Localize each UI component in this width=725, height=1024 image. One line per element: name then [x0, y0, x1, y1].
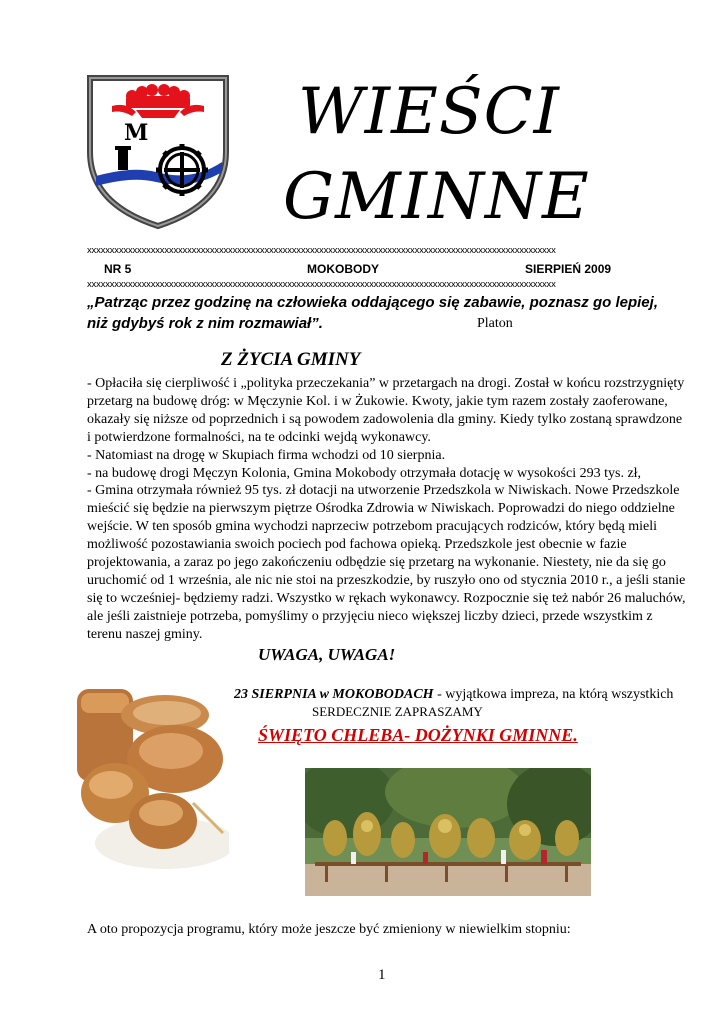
bread-photo — [75, 683, 229, 877]
announcement-heading: UWAGA, UWAGA! — [258, 645, 396, 664]
issue-date: SIERPIEŃ 2009 — [525, 262, 612, 276]
event-date-place: 23 SIERPNIA w MOKOBODACH — [234, 687, 434, 702]
masthead-title-line-2: GMINNE — [283, 160, 590, 234]
separator-top: xxxxxxxxxxxxxxxxxxxxxxxxxxxxxxxxxxxxxxxxxxxxxxxxxxxxxxxxxxxxxxxxxxxxxxxxxxxxxxxxxxxxxxxxxxxxxxxxxxxxxxx — [87, 246, 556, 256]
quote-author: Platon — [477, 316, 513, 331]
masthead-title-line-1: WIEŚCI — [298, 75, 560, 149]
separator-bottom: xxxxxxxxxxxxxxxxxxxxxxxxxxxxxxxxxxxxxxxxxxxxxxxxxxxxxxxxxxxxxxxxxxxxxxxxxxxxxxxxxxxxxxxxxxxxxxxxxxxxxxx — [87, 280, 556, 290]
event-description: - wyjątkowa impreza, na którą wszystkich — [433, 687, 674, 702]
body-paragraph: - Gmina otrzymała również 95 tys. zł dotacji na utworzenie Przedszkola w Niwiskach. Nowe Przedszkole mieścić się będzie na pierwszym piętrze Ośrodka Zdrowia w Niwiskach. Poprowadzi do niego oddzielne wejście. W ten sposób gmina wychodzi naprzeciw potrzebom pracujących rodziców, który będą mieli możliwość pozostawiania swoich pociech pod fachowa opieką. Przedszkole jest obecnie w fazie projektowania, a zaraz po jego zakończeniu odbędzie się przetarg na wykonanie. Niestety, nie da się go uruchomić od 1 września, ale nic nie stoi na przeszkodzie, by ruszyło ono od stycznia 2010 r., a jeśli stanie się to wcześniej- będziemy radzi. Wszystko w rękach wykonawcy. Rozpocznie się też nabór 26 maluchów, ale jeśli zaistnieje potrzeba, pomyślimy o przyjęciu nieco większej liczby dzieci, przede wszystkim z terenu naszej gminy. — [87, 483, 686, 642]
body-paragraph: - Opłaciła się cierpliwość i „polityka przeczekania” w przetargach na drogi. Został w końcu rozstrzygnięty przetarg na budowę dróg: w Męczynie Kol. i w Żukowie. Kwoty, jakie tym razem zostały zaoferowane, okazały się niższe od poprzednich i są powodem zadowolenia dla gminy. Kiedy tylko zostaną sprawdzone i potwierdzone formalności, na te odcinki wejdą wykonawcy. — [87, 376, 685, 445]
festival-title: ŚWIĘTO CHLEBA- DOŻYNKI GMINNE. — [258, 725, 578, 745]
section-body — [87, 375, 687, 644]
quote-line-2: niż gdybyś rok z nim rozmawiał”. — [87, 315, 323, 332]
page-number: 1 — [378, 967, 386, 983]
issue-place: MOKOBODY — [307, 262, 379, 276]
issue-number: NR 5 — [104, 262, 132, 276]
section-title: Z ŻYCIA GMINY — [221, 349, 361, 370]
program-intro: A oto propozycja programu, który może jeszcze być zmieniony w niewielkim stopniu: — [87, 922, 571, 937]
body-paragraph: - na budowę drogi Męczyn Kolonia, Gmina Mokobody otrzymała dotację w wysokości 293 tys. zł, — [87, 465, 642, 481]
harvest-festival-photo — [305, 768, 591, 896]
invite-text: SERDECZNIE ZAPRASZAMY — [312, 704, 483, 719]
svg-text:M: M — [124, 120, 149, 146]
event-line — [234, 686, 704, 703]
body-paragraph: - Natomiast na drogę w Skupiach firma wchodzi od 10 sierpnia. — [87, 447, 446, 463]
quote-line-1: „Patrząc przez godzinę na człowieka oddającego się zabawie, poznasz go lepiej, — [87, 294, 658, 311]
gmina-crest-logo — [82, 72, 234, 230]
